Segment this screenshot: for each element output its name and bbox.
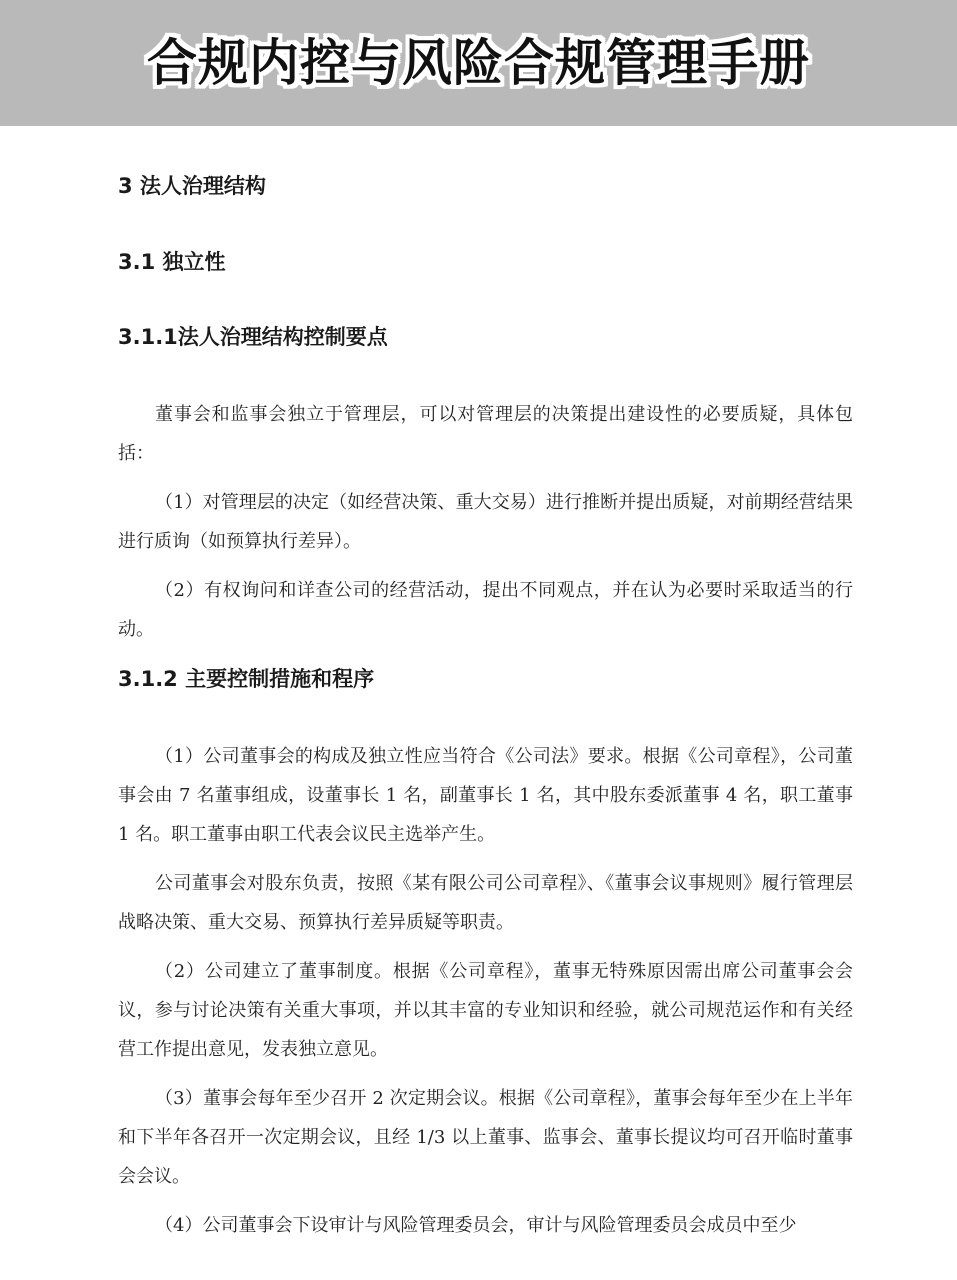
measure-1: （1）公司董事会的构成及独立性应当符合《公司法》要求。根据《公司章程》，公司董事会由 7 名董事组成，设董事长 1 名，副董事长 1 名，其中股东委派董事 4 名，职工董事 1 名。职工董事由职工代表会议民主选举产生。 [118, 746, 853, 845]
subsection-heading: 3.1 独立性 [118, 250, 226, 274]
subsubsection-heading-measures: 3.1.2 主要控制措施和程序 [118, 667, 375, 691]
intro-paragraph: 董事会和监事会独立于管理层，可以对管理层的决策提出建设性的必要质疑，具体包括： [118, 404, 853, 464]
measure-2: （2）公司建立了董事制度。根据《公司章程》，董事无特殊原因需出席公司董事会会议，参与讨论决策有关重大事项，并以其丰富的专业知识和经验，就公司规范运作和有关经营工作提出意见，发表独立意见。 [118, 961, 853, 1060]
measure-4: （4）公司董事会下设审计与风险管理委员会，审计与风险管理委员会成员中至少 [155, 1215, 797, 1236]
measure-3: （3）董事会每年至少召开 2 次定期会议。根据《公司章程》，董事会每年至少在上半年和下半年各召开一次定期会议，且经 1/3 以上董事、监事会、董事长提议均可召开临时董事会会议。 [118, 1088, 853, 1187]
control-point-1: （1）对管理层的决定（如经营决策、重大交易）进行推断并提出质疑，对前期经营结果进行质询（如预算执行差异）。 [118, 492, 853, 552]
document-body [118, 166, 853, 1255]
measure-1-continued: 公司董事会对股东负责，按照《某有限公司公司章程》、《董事会议事规则》履行管理层战略决策、重大交易、预算执行差异质疑等职责。 [118, 873, 853, 933]
title-banner [0, 0, 957, 126]
subsubsection-heading: 3.1.1法人治理结构控制要点 [118, 325, 388, 349]
banner-title: 合规内控与风险合规管理手册 [147, 34, 810, 92]
control-point-2: （2）有权询问和详查公司的经营活动，提出不同观点，并在认为必要时采取适当的行动。 [118, 580, 853, 640]
section-heading: 3 法人治理结构 [118, 174, 266, 198]
